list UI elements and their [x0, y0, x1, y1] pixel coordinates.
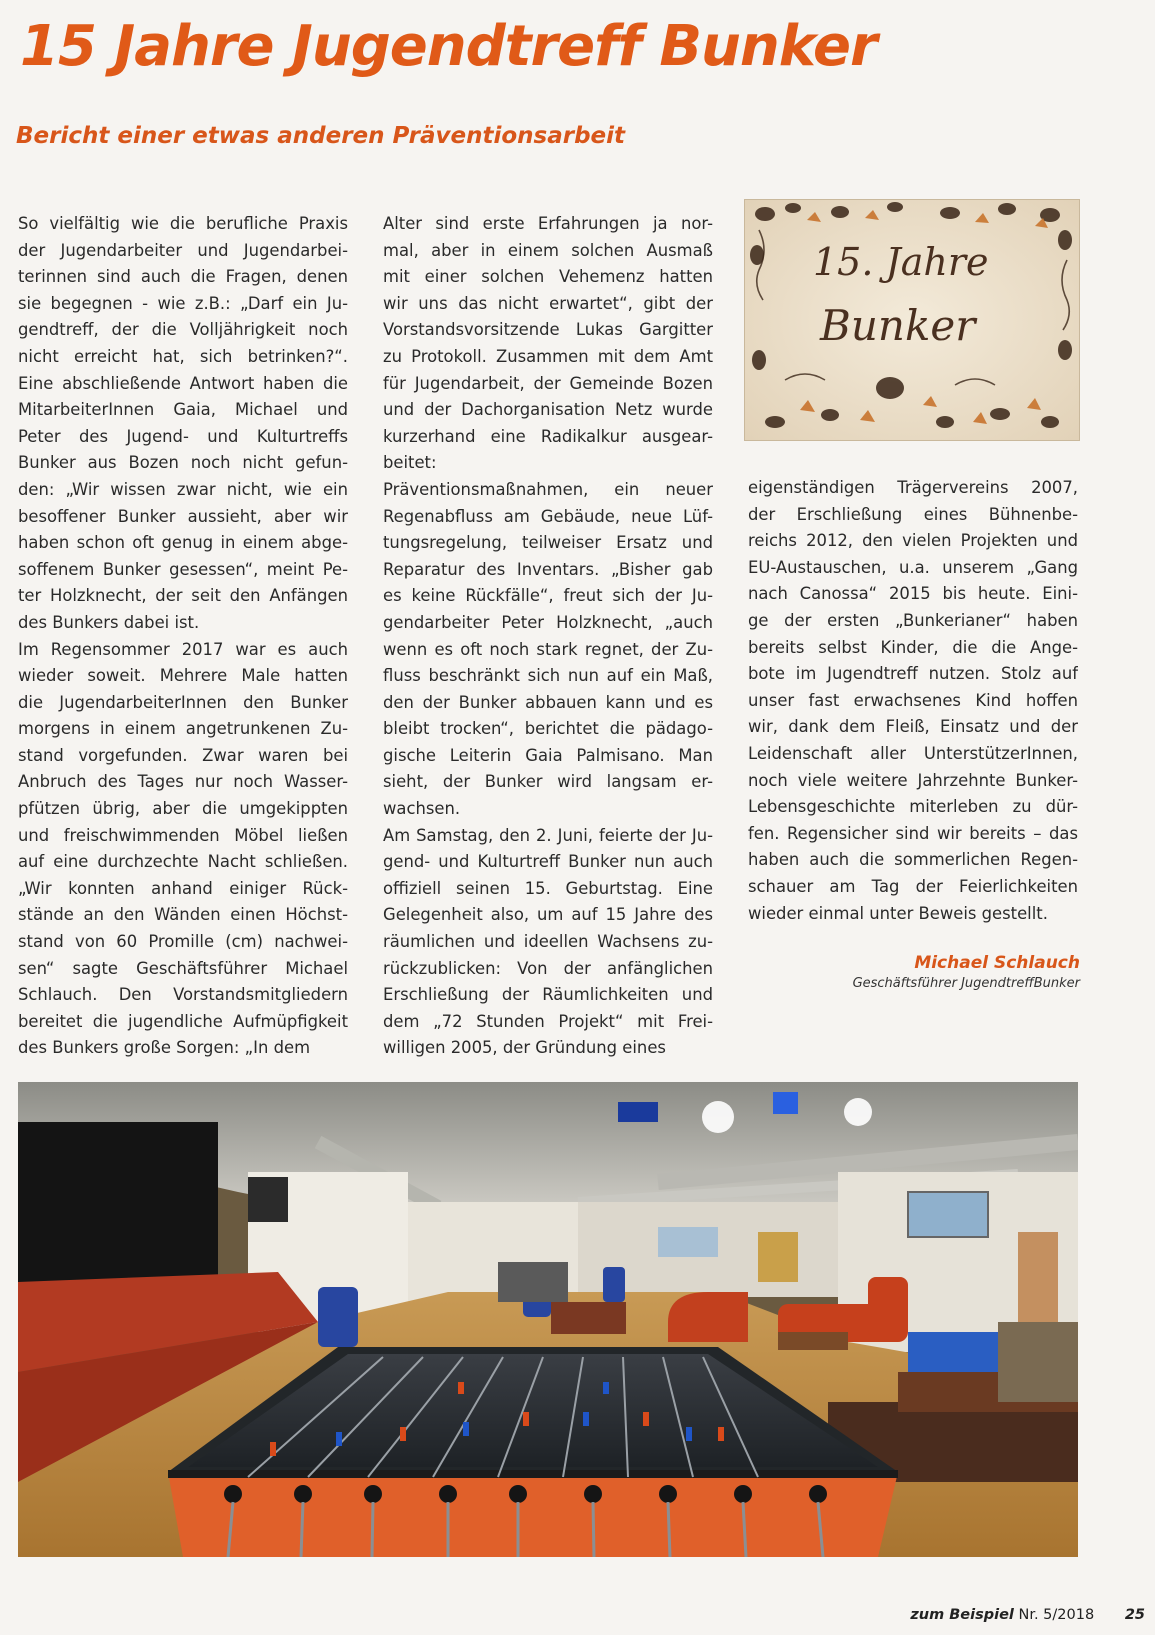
text-line: soffenem Bunker gesessen“, meint Pe- — [18, 559, 348, 579]
text-line: Anbruch des Tages nur noch Wasser- — [18, 772, 348, 792]
text-line: besoffener Bunker aussieht, aber wir — [18, 506, 348, 526]
text-line: pfützen übrig, aber die umgekippten — [18, 799, 348, 819]
text-line: gische Leiterin Gaia Palmisano. Man — [383, 745, 713, 765]
text-line: den der Bunker abbauen kann und es — [383, 692, 713, 712]
text-line: wenn es oft noch stark regnet, der Zu- — [383, 639, 713, 659]
text-line: bereitet die jugendliche Aufmüpfigkeit — [18, 1011, 348, 1031]
text-line: räumlichen und ideellen Wachsens zu- — [383, 932, 713, 952]
magazine-name: zum Beispiel — [910, 1607, 1014, 1623]
author-block — [853, 952, 1080, 994]
text-line: haben schon oft genug in einem abge- — [18, 533, 348, 553]
text-line: stand von 60 Promille (cm) nachwei- — [18, 932, 348, 952]
text-line: gendarbeiter Peter Holzknecht, „auch — [383, 612, 713, 632]
text-line: wieder einmal unter Beweis gestellt. — [748, 903, 1048, 923]
text-line: Gelegenheit also, um auf 15 Jahre des — [383, 905, 713, 925]
text-line: Bunker aus Bozen noch nicht gefun- — [18, 453, 348, 473]
text-line: fluss beschränkt sich nun auf ein Maß, — [383, 666, 713, 686]
text-line: beitet: — [383, 453, 437, 473]
text-line: eigenständigen Trägervereins 2007, — [748, 478, 1078, 497]
text-line: So vielfältig wie die berufliche Praxis — [18, 214, 348, 233]
text-line: willigen 2005, der Gründung eines — [383, 1038, 666, 1058]
text-line: für Jugendarbeit, der Gemeinde Bozen — [383, 373, 713, 393]
text-line: Alter sind erste Erfahrungen ja nor- — [383, 214, 713, 233]
page-number: 25 — [1124, 1607, 1145, 1623]
text-line: „Wir konnten anhand einiger Rück- — [18, 878, 348, 898]
text-line: bote im Jugendtreff nutzen. Stolz auf — [748, 664, 1078, 684]
text-column-3 — [748, 475, 1078, 927]
cake-text-line1: 15. Jahre — [813, 240, 989, 284]
article-subtitle: Bericht einer etwas anderen Präventionsarbeit — [16, 123, 626, 149]
text-line: dem „72 Stunden Projekt“ mit Frei- — [383, 1011, 713, 1031]
text-line: Im Regensommer 2017 war es auch — [18, 639, 348, 659]
text-line: auf eine durchzechte Nacht schließen. — [18, 852, 348, 872]
text-line: EU-Austauschen, u.a. unserem „Gang — [748, 557, 1078, 577]
text-line: und freischwimmenden Möbel ließen — [18, 825, 348, 845]
text-line: die JugendarbeiterInnen den Bunker — [18, 692, 348, 712]
text-line: stände an den Wänden einen Höchst- — [18, 905, 348, 925]
text-line: zu Protokoll. Zusammen mit dem Amt — [383, 346, 713, 366]
text-line: Regenabfluss am Gebäude, neue Lüf- — [383, 506, 713, 526]
text-line: ge der ersten „Bunkerianer“ haben — [748, 610, 1078, 630]
text-line: den: „Wir wissen zwar nicht, wie ein — [18, 479, 348, 499]
cake-photo — [744, 199, 1080, 441]
text-line: unser fast erwachsenes Kind hoffen — [748, 690, 1078, 710]
page-footer — [910, 1607, 1145, 1623]
text-line: rückzublicken: Von der anfänglichen — [383, 958, 713, 978]
text-line: morgens in einem angetrunkenen Zu- — [18, 719, 348, 739]
text-line: ter Holzknecht, der seit den Anfängen — [18, 586, 348, 606]
text-line: reichs 2012, den vielen Projekten und — [748, 531, 1078, 551]
text-line: des Bunkers große Sorgen: „In dem — [18, 1038, 311, 1058]
text-line: terinnen sind auch die Fragen, denen — [18, 267, 348, 287]
issue-number: Nr. 5/2018 — [1018, 1607, 1095, 1623]
text-line: es keine Rückfälle“, freut sich der Ju- — [383, 586, 713, 606]
text-line: der Jugendarbeiter und Jugendarbei- — [18, 240, 348, 260]
text-line: bleibt trocken“, berichtet die pädago- — [383, 719, 713, 739]
text-line: wir, dank dem Fleiß, Einsatz und der — [748, 717, 1078, 737]
author-role: Geschäftsführer JugendtreffBunker — [852, 976, 1080, 991]
text-line: sen“ sagte Geschäftsführer Michael — [18, 958, 348, 978]
text-line: sie begegnen - wie z.B.: „Darf ein Ju- — [18, 293, 348, 313]
text-line: schauer am Tag der Feierlichkeiten — [748, 876, 1078, 896]
text-line: der Erschließung eines Bühnenbe- — [748, 504, 1078, 524]
text-line: Erschließung der Räumlichkeiten und — [383, 985, 713, 1005]
text-line: Präventionsmaßnahmen, ein neuer — [383, 479, 713, 499]
text-line: Reparatur des Inventars. „Bisher gab — [383, 559, 713, 579]
text-line: noch viele weitere Jahrzehnte Bunker- — [748, 770, 1078, 790]
text-line: nach Canossa“ 2015 bis heute. Eini- — [748, 584, 1078, 604]
text-line: Eine abschließende Antwort haben die — [18, 373, 348, 393]
text-line: sieht, der Bunker wird langsam er- — [383, 772, 713, 792]
text-line: stand vorgefunden. Zwar waren bei — [18, 745, 348, 765]
text-line: Peter des Jugend- und Kulturtreffs — [18, 426, 348, 446]
text-line: MitarbeiterInnen Gaia, Michael und — [18, 400, 348, 420]
cake-illustration — [745, 200, 1079, 440]
text-line: Am Samstag, den 2. Juni, feierte der Ju- — [383, 825, 713, 845]
text-line: gendtreff, der die Volljährigkeit noch — [18, 320, 348, 340]
text-line: kurzerhand eine Radikalkur ausgear- — [383, 426, 713, 446]
text-line: Lebensgeschichte miterleben zu dür- — [748, 797, 1078, 817]
text-line: wachsen. — [383, 799, 461, 819]
text-line: haben auch die sommerlichen Regen- — [748, 850, 1078, 870]
article-title: 15 Jahre Jugendtreff Bunker — [20, 14, 877, 79]
text-line: bereits selbst Kinder, die die Ange- — [748, 637, 1078, 657]
cake-text-line2: Bunker — [820, 301, 976, 350]
text-column-2 — [383, 211, 713, 1062]
author-name: Michael Schlauch — [914, 953, 1080, 973]
text-line: wir uns das nicht erwartet“, gibt der — [383, 293, 713, 313]
text-line: des Bunkers dabei ist. — [18, 612, 200, 632]
text-line: Leidenschaft aller UnterstützerInnen, — [748, 743, 1078, 763]
youth-club-room-illustration — [18, 1082, 1078, 1557]
text-line: mal, aber in einem solchen Ausmaß — [383, 240, 713, 260]
text-line: nicht erreicht hat, sich betrinken?“. — [18, 346, 348, 366]
text-line: offiziell seinen 15. Geburtstag. Eine — [383, 878, 713, 898]
text-line: Schlauch. Den Vorstandsmitgliedern — [18, 985, 348, 1005]
text-line: tungsregelung, teilweiser Ersatz und — [383, 533, 713, 553]
text-line: fen. Regensicher sind wir bereits – das — [748, 823, 1078, 843]
room-photo — [18, 1082, 1078, 1557]
text-line: Vorstandsvorsitzende Lukas Gargitter — [383, 320, 713, 340]
text-line: wieder soweit. Mehrere Male hatten — [18, 666, 348, 686]
text-line: gend- und Kulturtreff Bunker nun auch — [383, 852, 713, 872]
text-line: mit einer solchen Vehemenz hatten — [383, 267, 713, 287]
text-line: und der Dachorganisation Netz wurde — [383, 400, 713, 420]
text-column-1 — [18, 211, 348, 1062]
